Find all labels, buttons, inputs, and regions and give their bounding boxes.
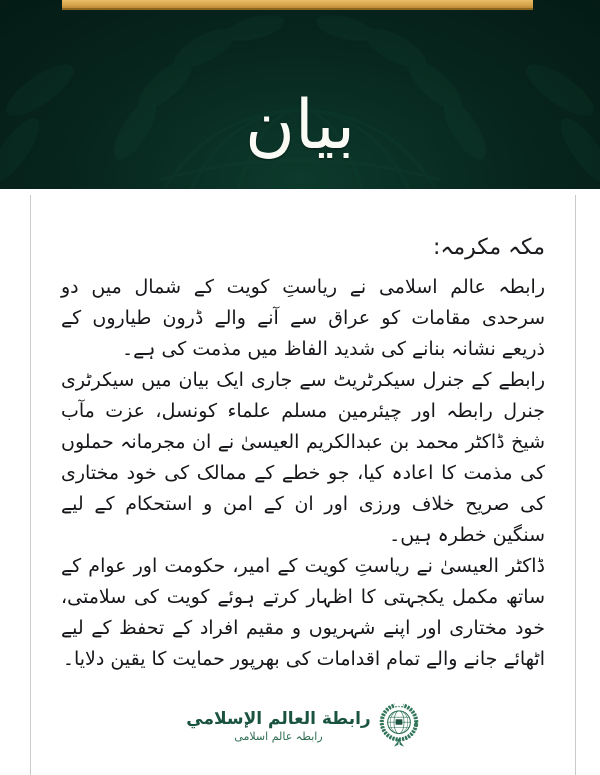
mwl-emblem-icon — [378, 701, 420, 751]
statement-title: بيان — [244, 86, 356, 165]
footer-logo — [61, 701, 545, 751]
dateline-heading: مکہ مکرمہ: — [433, 235, 545, 260]
header-banner — [0, 0, 600, 189]
statement-card — [30, 195, 576, 775]
statement-paragraph: ڈاکٹر العیسیٰ نے ریاستِ کویت کے امیر، حکومت اور عوام کے ساتھ مکمل یکجہتی کا اظہار کرتے ہوئے کویت کی سلامتی، خود مختاری اور اپنے شہریوں و مقیم افراد کے تحفظ کے لیے اٹھائے جانے والے تمام اقدامات کی بھرپور حمایت کا یقین دلایا۔ — [61, 555, 545, 670]
statement-paragraph: رابطے کے جنرل سیکرٹریٹ سے جاری ایک بیان میں سیکرٹری جنرل رابطہ اور چیئرمین مسلم علماء کونسل، عزت مآب شیخ ڈاکٹر محمد بن عبدالکریم العیسیٰ نے ان مجرمانہ حملوں کی مذمت کا اعادہ کیا، جو خطے کے ممالک کی خود مختاری کی صریح خلاف ورزی اور ان کے امن و استحکام کے لیے سنگین خطرہ ہیں۔ — [61, 369, 545, 546]
footer-logo-text — [186, 709, 370, 744]
statement-paragraph: رابطہ عالم اسلامی نے ریاستِ کویت کے شمال میں دو سرحدی مقامات کو عراق سے آنے والے ڈرون طیاروں کے ذریعے نشانہ بنانے کی شدید الفاظ میں مذمت کی ہے۔ — [61, 276, 545, 360]
logo-urdu-name: رابطہ عالم اسلامی — [234, 729, 323, 743]
logo-arabic-name: رابطة العالم الإسلامي — [186, 708, 371, 729]
gold-accent-bar — [62, 0, 533, 10]
